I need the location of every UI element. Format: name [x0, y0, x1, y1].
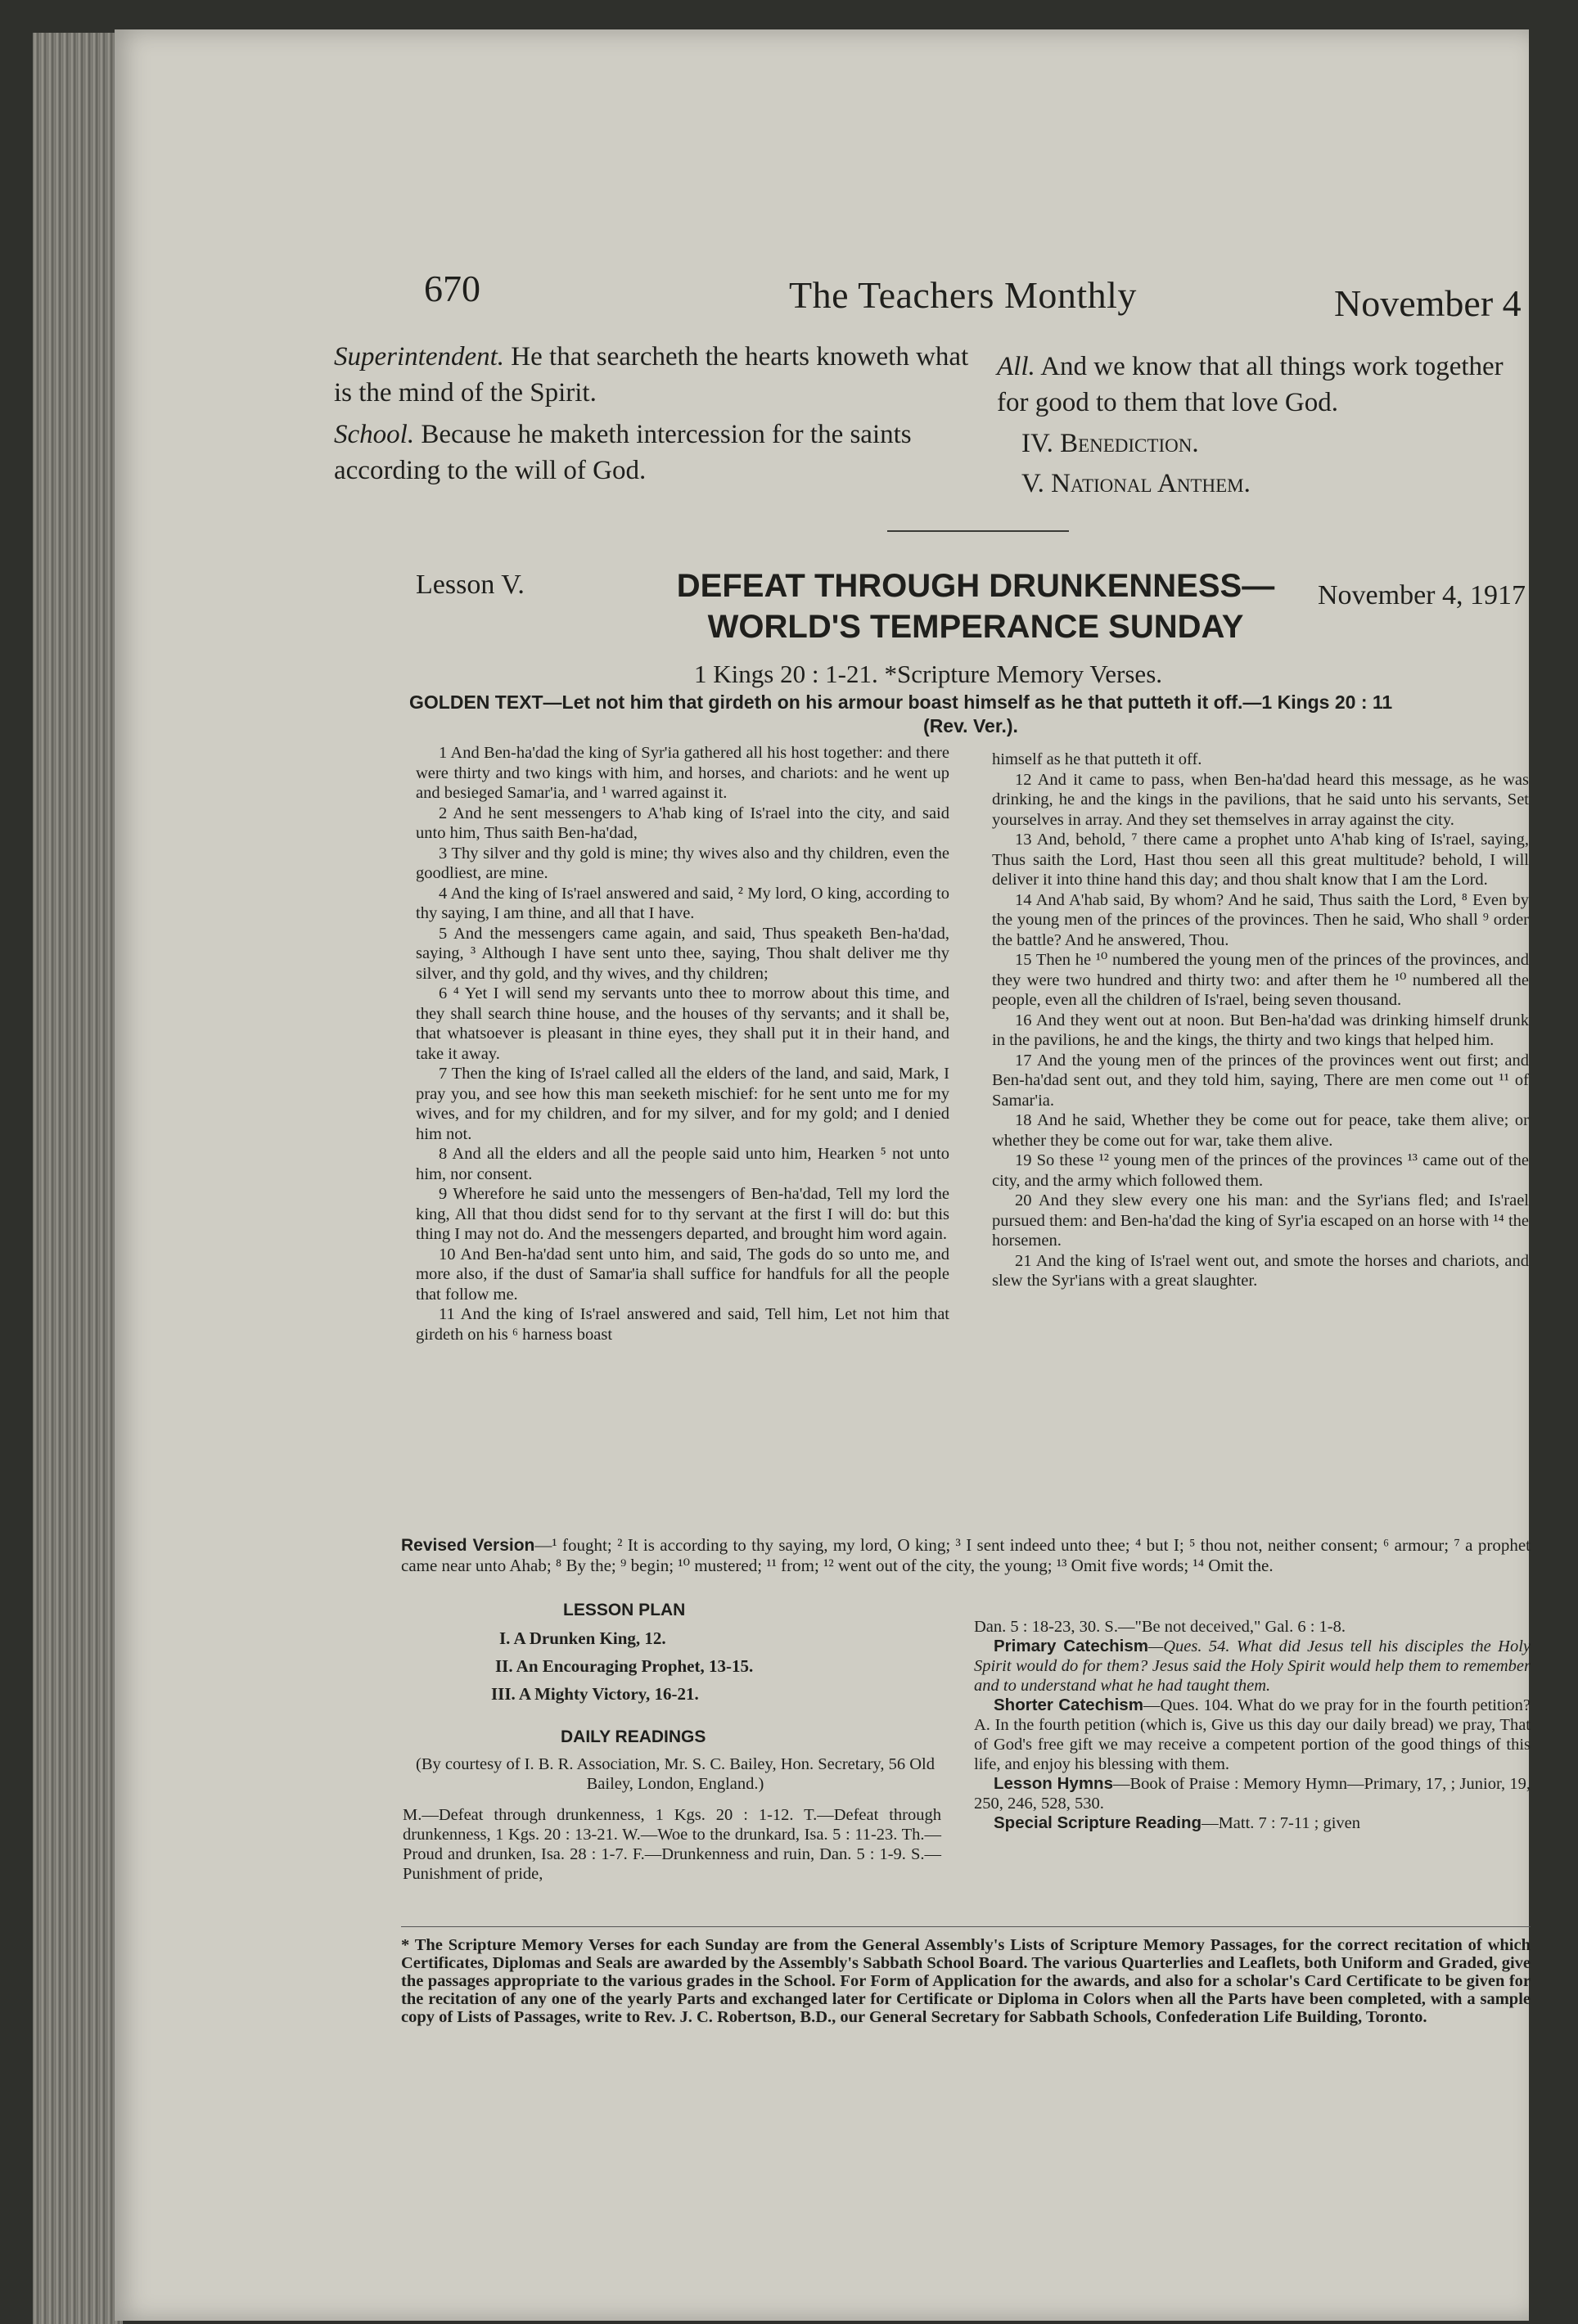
- primary-catechism: [974, 1637, 1531, 1696]
- lesson-plan-item: I. A Drunken King, 12.: [499, 1628, 666, 1648]
- shorter-catechism: [974, 1696, 1531, 1774]
- verse: 20 And they slew every one his man: and the Syr'ians fled; and Is'rael pursued them: and Ben-ha'dad the king of Syr'ia escaped on an horse with ¹⁴ the horsemen.: [992, 1191, 1529, 1250]
- verse: 2 And he sent messengers to A'hab king of Is'rael into the city, and said unto him, Thus saith Ben-ha'dad,: [416, 804, 949, 842]
- issue-date: November 4: [1334, 282, 1522, 324]
- special-scripture-reading: [974, 1813, 1531, 1833]
- verse: 11 And the king of Is'rael answered and said, Tell him, Let not him that girdeth on his ⁶ harness boast: [416, 1305, 949, 1344]
- school-label: School.: [334, 420, 415, 449]
- verse: 18 And he said, Whether they be come out for peace, take them alive; or whether they be come out for war, take them alive.: [992, 1111, 1529, 1150]
- all-text: And we know that all things work together for good to them that love God.: [997, 352, 1504, 417]
- verse: 14 And A'hab said, By whom? And he said, Thus saith the Lord, ⁸ Even by the young men of the princes of the provinces. Then he said, Who shall ⁹ order the battle? And he answered, Thou.: [992, 890, 1529, 949]
- responsive-school: [334, 417, 969, 489]
- primary-catechism-label: Primary Catechism: [994, 1637, 1148, 1655]
- publication-title: The Teachers Monthly: [789, 274, 1137, 316]
- special-reading-text: —Matt. 7 : 7-11 ; given: [1202, 1814, 1361, 1832]
- verse: 16 And they went out at noon. But Ben-ha'dad was drinking himself drunk in the pavilions, he and the kings, the thirty and two kings that helped him.: [992, 1011, 1529, 1049]
- verse: 5 And the messengers came again, and said, Thus speaketh Ben-ha'dad, saying, ³ Although I have sent unto thee, saying, Thou shalt deliver me thy silver, and thy gold, and thy wives, and thy children;: [416, 924, 949, 983]
- scripture-column-right: [992, 750, 1529, 1291]
- lesson-date: November 4, 1917: [1318, 580, 1526, 610]
- revised-version-label: Revised Version: [401, 1536, 535, 1555]
- lesson-plan-item: III. A Mighty Victory, 16-21.: [491, 1684, 699, 1704]
- lesson-title-line2: WORLD'S TEMPERANCE SUNDAY: [707, 609, 1244, 645]
- readings-continuation: Dan. 5 : 18-23, 30. S.—"Be not deceived," Gal. 6 : 1-8.: [974, 1618, 1346, 1636]
- benediction: IV. Benediction.: [1021, 429, 1199, 458]
- verse: himself as he that putteth it off.: [992, 750, 1202, 768]
- lesson-plan-heading: LESSON PLAN: [563, 1601, 686, 1619]
- superintendent-label: Superintendent.: [334, 342, 505, 372]
- superintendent-text: He that searcheth the hearts knoweth what is the mind of the Spirit.: [334, 342, 969, 408]
- section-divider: [887, 530, 1069, 532]
- school-text: Because he maketh intercession for the saints according to the will of God.: [334, 420, 912, 485]
- revised-version-text: —¹ fought; ² It is according to thy saying, my lord, O king; ³ I sent indeed unto thee; ⁴ but I; ⁵ thou not, neither consent; ⁶ armour; ⁷ a prophet came near unto Ahab; ⁸ By the; ⁹ begin; ¹⁰ mustered; ¹¹ from; ¹² went out of the city, the young; ¹³ Omit five words; ¹⁴ Omit the.: [401, 1535, 1531, 1575]
- daily-readings-courtesy: (By courtesy of I. B. R. Association, Mr. S. C. Bailey, Hon. Secretary, 56 Old Bailey, London, England.): [416, 1755, 935, 1793]
- lesson-reference: 1 Kings 20 : 1-21. *Scripture Memory Verses.: [694, 660, 1163, 688]
- daily-readings-heading: DAILY READINGS: [561, 1727, 706, 1746]
- verse: 7 Then the king of Is'rael called all the elders of the land, and said, Mark, I pray you, and see how this man seeketh mischief: for he sent unto me for my wives, and for my children, and for my silver, and for my gold; and I denied him not.: [416, 1065, 949, 1143]
- verse: 8 And all the elders and all the people said unto him, Hearken ⁵ not unto him, nor consent.: [416, 1145, 949, 1183]
- verse: 12 And it came to pass, when Ben-ha'dad heard this message, as he was drinking, he and the kings in the pavilions, that he said unto his servants, Set yourselves in array. And they set themselves in array against the city.: [992, 770, 1529, 829]
- scripture-column-left: [416, 743, 949, 1344]
- primary-catechism-text: —Ques. 54. What did Jesus tell his disciples the Holy Spirit would do for them? Jesus said the Holy Spirit would help them to remember and to understand what he had taught them.: [974, 1637, 1531, 1695]
- catechism-column: [974, 1617, 1531, 1833]
- verse: 15 Then he ¹⁰ numbered the young men of the princes of the provinces, and they were two hundred and thirty two: and after them he ¹⁰ numbered all the people, even all the children of Is'rael, being seven thousand.: [992, 951, 1529, 1009]
- verse: 17 And the young men of the princes of the provinces went out first; and Ben-ha'dad sent out, and they told him, saying, There are men come out ¹¹ of Samar'ia.: [992, 1051, 1529, 1110]
- lesson-hymns-label: Lesson Hymns: [994, 1774, 1113, 1793]
- verse: 6 ⁴ Yet I will send my servants unto thee to morrow about this time, and they shall search thine house, and the houses of thy servants; and it shall be, that whatsoever is pleasant in thine eyes, they shall put it in their hand, and take it away.: [416, 984, 949, 1063]
- verse: 4 And the king of Is'rael answered and said, ² My lord, O king, according to thy saying, I am thine, and all that I have.: [416, 884, 949, 922]
- verse: 10 And Ben-ha'dad sent unto him, and said, The gods do so unto me, and more also, if the dust of Samar'ia shall suffice for handfuls for all the people that follow me.: [416, 1245, 949, 1304]
- book-binding: [33, 33, 123, 2324]
- footnote: * The Scripture Memory Verses for each Sunday are from the General Assembly's Lists of Scripture Memory Passages, for the correct recitation of which Certificates, Diplomas and Seals are awarded by the Assembly's Sabbath School Board. The various Quarterlies and Leaflets, both Uniform and Graded, give the passages appropriate to the various grades in the School. For Form of Application for the awards, and also for a scholar's Card Certificate to be given for the recitation of any one of the yearly Parts and exchanged later for Certificate or Diploma in Colors when all the Parts have been completed, with a sample copy of Lists of Passages, write to Rev. J. C. Robertson, B.D., our General Secretary for Sabbath Schools, Confederation Life Building, Toronto.: [401, 1936, 1531, 2026]
- responsive-all: [997, 349, 1537, 421]
- lesson-title: [648, 565, 1303, 647]
- verse: 3 Thy silver and thy gold is mine; thy wives also and thy children, even the goodliest, are mine.: [416, 844, 949, 882]
- page-number: 670: [424, 268, 480, 309]
- national-anthem: V. National Anthem.: [1021, 469, 1251, 498]
- all-label: All.: [997, 352, 1035, 381]
- lesson-plan-item: II. An Encouraging Prophet, 13-15.: [495, 1656, 754, 1676]
- verse: 9 Wherefore he said unto the messengers of Ben-ha'dad, Tell my lord the king, All that thou didst send for to thy servant at the first I will do: but this thing I may not do. And the messengers departed, and brought him word again.: [416, 1185, 949, 1243]
- responsive-superintendent: [334, 339, 969, 411]
- daily-readings-list: M.—Defeat through drunkenness, 1 Kgs. 20 : 1-12. T.—Defeat through drunkenness, 1 Kgs. 20 : 13-21. W.—Woe to the drunkard, Isa. 5 : 11-23. Th.—Proud and drunken, Isa. 28 : 1-7. F.—Drunkenness and ruin, Dan. 5 : 1-9. S.—Punishment of pride,: [403, 1806, 941, 1883]
- shorter-catechism-label: Shorter Catechism: [994, 1696, 1143, 1714]
- footnote-divider: [401, 1926, 1531, 1927]
- lesson-title-line1: DEFEAT THROUGH DRUNKENNESS—: [676, 568, 1275, 604]
- verse: 21 And the king of Is'rael went out, and smote the horses and chariots, and slew the Syr'ians with a great slaughter.: [992, 1251, 1529, 1290]
- lesson-hymns: [974, 1774, 1531, 1813]
- verse: 13 And, behold, ⁷ there came a prophet unto A'hab king of Is'rael, saying, Thus saith the Lord, Hast thou seen all this great multitude? behold, I will deliver it into thine hand this day; and thou shalt know that I am the Lord.: [992, 831, 1529, 889]
- document-page: [115, 29, 1529, 2321]
- verse: 1 And Ben-ha'dad the king of Syr'ia gathered all his host together: and there were thirty and two kings with him, and horses, and chariots: and he went up and besieged Samar'ia, and ¹ warred against it.: [416, 744, 949, 802]
- revised-version-notes: [401, 1535, 1531, 1575]
- lesson-number: Lesson V.: [416, 570, 525, 600]
- golden-text-version: (Rev. Ver.).: [923, 715, 1018, 736]
- shorter-catechism-text: —Ques. 104. What do we pray for in the fourth petition? A. In the fourth petition (which is, Give us this day our daily bread) we pray, That of God's free gift we may receive a competent portion of the good things of this life, and enjoy his blessing with them.: [974, 1696, 1531, 1773]
- special-reading-label: Special Scripture Reading: [994, 1813, 1202, 1832]
- lesson-hymns-text: —Book of Praise : Memory Hymn—Primary, 17, ; Junior, 19, 250, 246, 528, 530.: [974, 1775, 1531, 1813]
- golden-text: [409, 691, 1532, 738]
- verse: 19 So these ¹² young men of the princes of the provinces ¹³ came out of the city, and the army which followed them.: [992, 1151, 1529, 1190]
- golden-text-body: GOLDEN TEXT—Let not him that girdeth on his armour boast himself as he that putteth it off.—1 Kings 20 : 11: [409, 691, 1393, 713]
